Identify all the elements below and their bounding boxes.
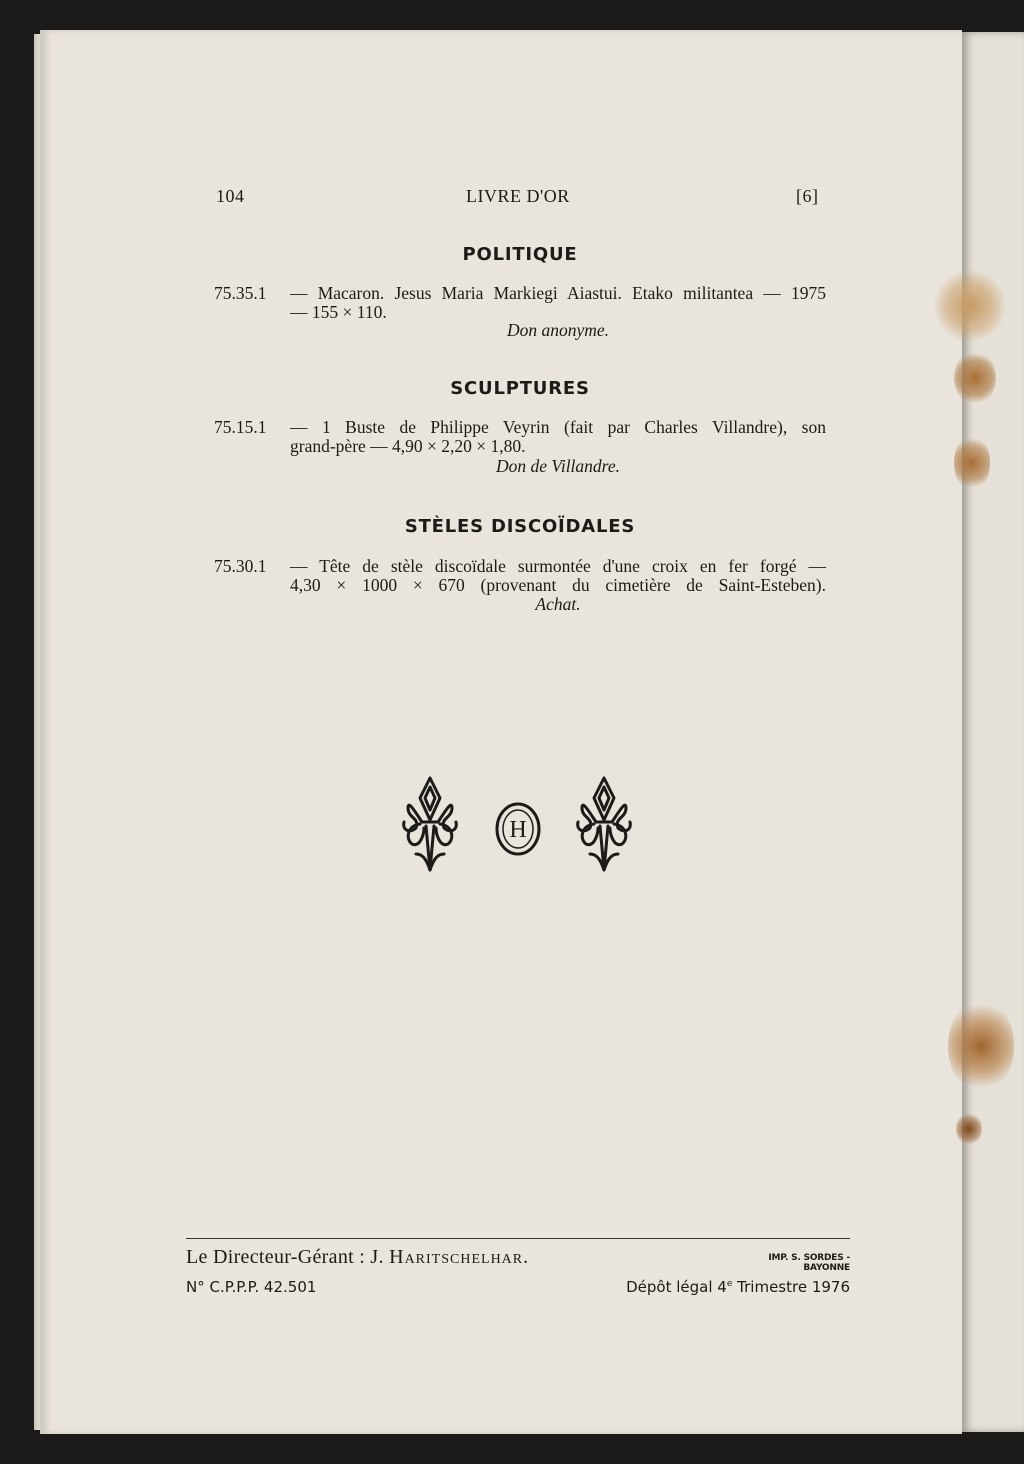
entry-description: — Macaron. Jesus Maria Markiegi Aiastui. Etako militantea — 1975 xyxy=(290,283,826,303)
entry-source: Don anonyme. xyxy=(506,320,610,340)
entry-source: Achat. xyxy=(535,594,581,614)
page-edge xyxy=(37,34,40,1430)
entry-number: 75.15.1 xyxy=(214,417,267,437)
catalog-entry xyxy=(214,557,826,617)
cppp-number: N° C.P.P.P. 42.501 xyxy=(186,1278,317,1296)
running-title: LIVRE D'OR xyxy=(466,186,570,206)
legal-deposit xyxy=(600,1278,850,1296)
entry-description: — 1 Buste de Philippe Veyrin (fait par Charles Villandre), son xyxy=(290,417,826,437)
entry-description-continued: — 155 × 110. xyxy=(290,302,387,322)
adjacent-page xyxy=(962,32,1024,1432)
entry-number: 75.35.1 xyxy=(214,283,267,303)
page-number: 104 xyxy=(216,186,245,206)
entry-description-continued: grand-père — 4,90 × 2,20 × 1,80. xyxy=(290,436,526,456)
monogram-letter: H xyxy=(509,817,527,843)
water-stain xyxy=(934,268,1006,344)
catalog-entry xyxy=(214,284,826,344)
water-stain xyxy=(948,998,1014,1094)
water-stain xyxy=(954,434,990,492)
director-suffix: . xyxy=(523,1246,529,1268)
section-title-sculptures: SCULPTURES xyxy=(450,378,590,399)
director-name: Haritschelhar xyxy=(389,1246,524,1268)
section-title-steles: STÈLES DISCOÏDALES xyxy=(404,516,636,537)
water-stain xyxy=(956,1112,982,1146)
fleur-de-lis-icon xyxy=(404,778,457,870)
water-stain xyxy=(954,350,996,406)
depot-superscript: e xyxy=(726,1279,733,1289)
entry-description-continued: 4,30 × 1000 × 670 (provenant du cimetière de Saint-Esteben). xyxy=(290,575,826,595)
h-monogram-icon xyxy=(497,804,539,854)
entry-number: 75.30.1 xyxy=(214,556,267,576)
footer-rule xyxy=(186,1238,850,1239)
catalog-entry xyxy=(214,418,826,478)
entry-description: — Tête de stèle discoïdale surmontée d'une croix en fer forgé — xyxy=(290,556,826,576)
printer-credit: IMP. S. SORDES - BAYONNE xyxy=(768,1253,850,1273)
printer-ornament xyxy=(398,772,638,874)
book-page xyxy=(40,30,962,1434)
entry-source: Don de Villandre. xyxy=(496,456,620,476)
depot-suffix: Trimestre 1976 xyxy=(732,1278,850,1296)
section-reference: [6] xyxy=(796,186,819,206)
fleur-de-lis-icon xyxy=(578,778,631,870)
depot-prefix: Dépôt légal 4 xyxy=(626,1278,727,1296)
section-title-politique: POLITIQUE xyxy=(462,244,578,265)
director-prefix: Le Directeur-Gérant : J. xyxy=(186,1246,390,1268)
director-line xyxy=(186,1246,528,1269)
